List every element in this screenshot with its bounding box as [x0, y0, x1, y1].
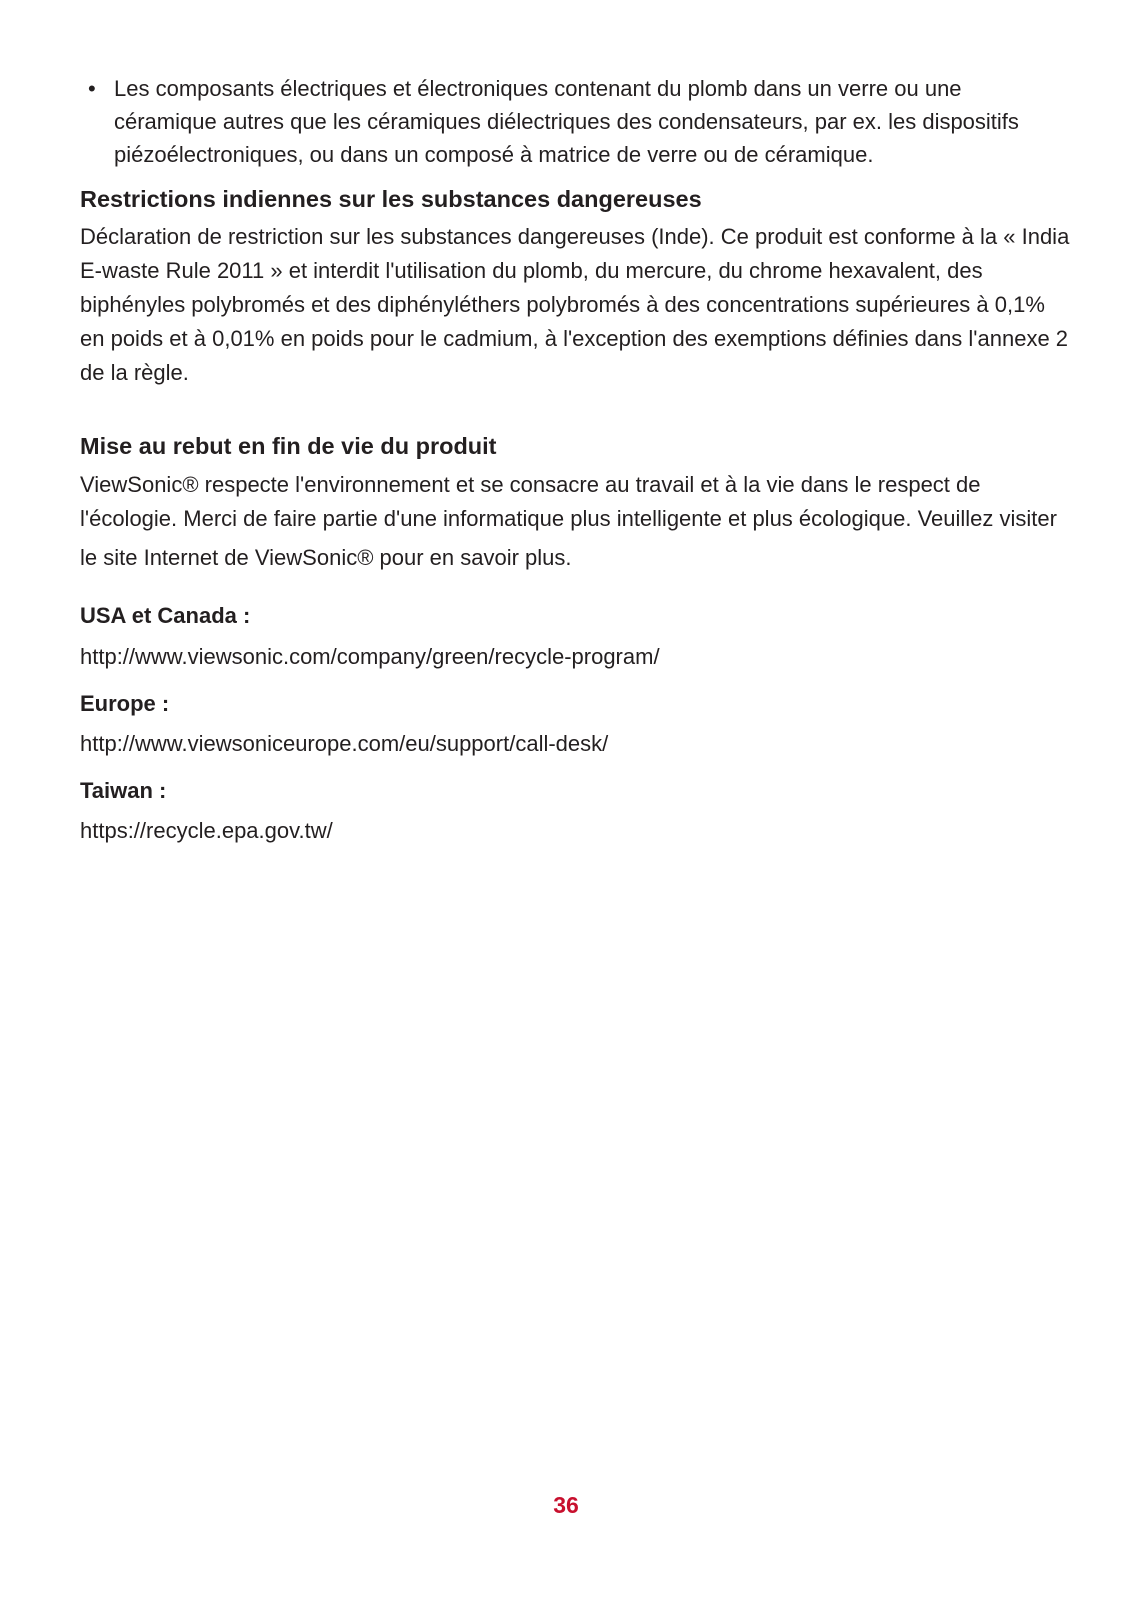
page-number: 36 [553, 1492, 579, 1518]
bullet-item [80, 72, 1070, 171]
disposal-body-continued: le site Internet de ViewSonic® pour en savoir plus. [80, 545, 572, 570]
document-page [80, 72, 1070, 847]
bullet-text: Les composants électriques et électroniques contenant du plomb dans un verre ou une céramique autres que les céramiques diélectriques des condensateurs, par ex. les dispositifs piézoélectroniques, ou dans un composé à matrice de verre ou de céramique. [114, 76, 1019, 167]
region-url-europe[interactable]: http://www.viewsoniceurope.com/eu/support/call-desk/ [80, 731, 609, 756]
region-label-taiwan: Taiwan : [80, 778, 167, 803]
region-url-taiwan[interactable]: https://recycle.epa.gov.tw/ [80, 818, 333, 843]
region-label-europe: Europe : [80, 691, 170, 716]
bullet-symbol: • [88, 76, 96, 101]
disposal-heading: Mise au rebut en fin de vie du produit [80, 433, 497, 459]
disposal-body: ViewSonic® respecte l'environnement et se consacre au travail et à la vie dans le respect de l'écologie. Merci de faire partie d'une informatique plus intelligente et plus écologique. Veuillez visiter [80, 472, 1057, 531]
region-url-usa-canada[interactable]: http://www.viewsonic.com/company/green/recycle-program/ [80, 644, 660, 669]
region-label-usa-canada: USA et Canada : [80, 603, 251, 628]
restrictions-heading: Restrictions indiennes sur les substances dangereuses [80, 186, 702, 212]
restrictions-body: Déclaration de restriction sur les substances dangereuses (Inde). Ce produit est conforme à la « India E-waste Rule 2011 » et interdit l'utilisation du plomb, du mercure, du chrome hexavalent, des biphényles polybromés et des diphényléthers polybromés à des concentrations supérieures à 0,1% en poids et à 0,01% en poids pour le cadmium, à l'exception des exemptions définies dans l'annexe 2 de la règle. [80, 224, 1070, 385]
